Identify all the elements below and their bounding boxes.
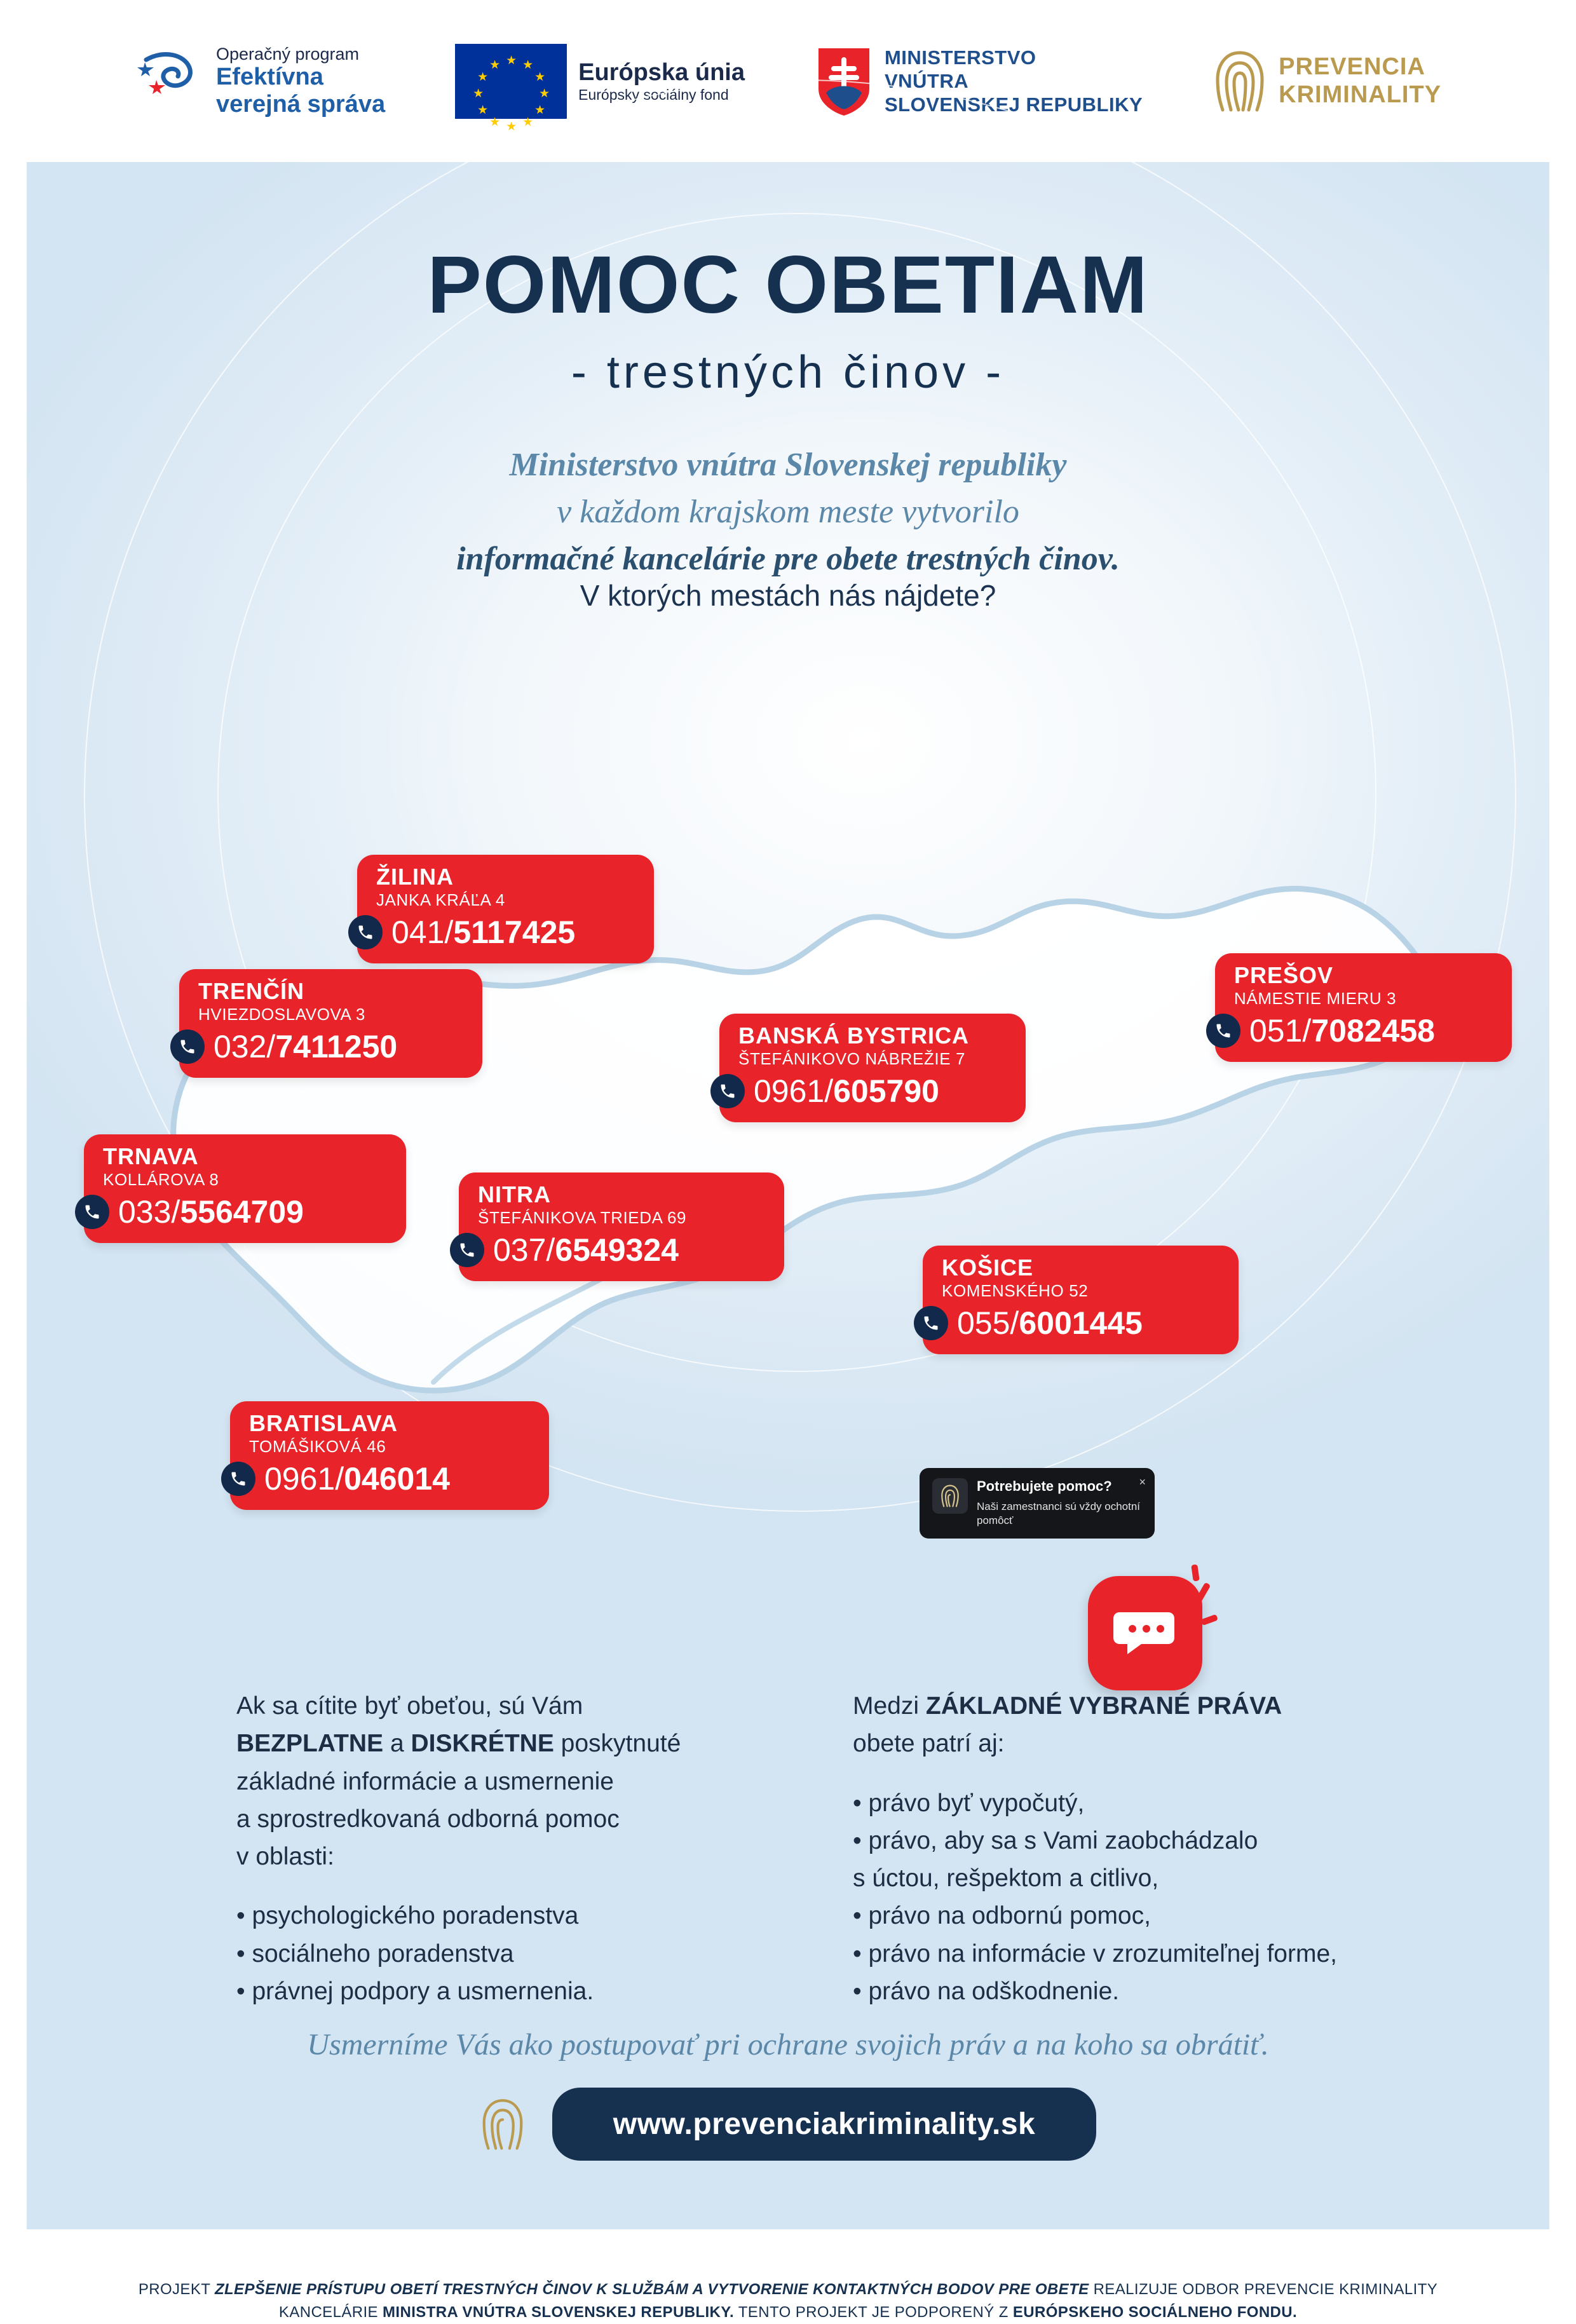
lead-line3: informačné kancelárie pre obete trestných činov. xyxy=(456,540,1120,577)
left-p1-line1: Ak sa cítite byť obeťou, sú Vám xyxy=(236,1692,583,1720)
office-callout-zilina[interactable] xyxy=(357,855,654,963)
office-phone-row[interactable] xyxy=(376,914,634,951)
op-line3: verejná správa xyxy=(215,90,386,118)
office-street: TOMÁŠIKOVÁ 46 xyxy=(249,1436,386,1456)
office-phone: 0961/046014 xyxy=(264,1461,450,1497)
office-city: BRATISLAVA xyxy=(249,1410,398,1436)
chat-help-popup[interactable] xyxy=(920,1468,1155,1539)
op-star-icon xyxy=(135,46,205,116)
phone-icon xyxy=(221,1462,255,1496)
question-text: V ktorých mestách nás nájdete? xyxy=(580,579,996,612)
prevention-line1: PREVENCIA xyxy=(1279,53,1425,81)
phone-icon xyxy=(1206,1014,1240,1048)
office-street: ŠTEFÁNIKOVA TRIEDA 69 xyxy=(478,1207,687,1227)
chat-launcher-button[interactable] xyxy=(1088,1576,1202,1690)
close-icon[interactable]: × xyxy=(1139,1476,1146,1488)
office-phone: 033/5564709 xyxy=(118,1194,304,1230)
website-button[interactable]: www.prevenciakriminality.sk xyxy=(552,2088,1096,2161)
left-bullet-1: • psychologického poradenstva xyxy=(236,1902,579,1930)
left-bullet-2: • sociálneho poradenstva xyxy=(236,1940,514,1967)
right-bullet-1: • právo byť vypočutý, xyxy=(853,1789,1085,1817)
left-p1-line5: v oblasti: xyxy=(236,1843,334,1871)
office-callout-bratislava[interactable] xyxy=(230,1401,549,1510)
office-callout-trencin[interactable] xyxy=(179,969,482,1078)
footer-disclaimer xyxy=(27,2278,1549,2324)
poster-body xyxy=(27,162,1549,2321)
eu-line1: Európska únia xyxy=(578,58,745,86)
office-callout-presov[interactable] xyxy=(1215,953,1512,1062)
office-street: NÁMESTIE MIERU 3 xyxy=(1234,988,1397,1008)
office-city: NITRA xyxy=(478,1181,551,1207)
office-city: TRNAVA xyxy=(103,1143,199,1169)
office-callout-banska-bystrica[interactable] xyxy=(719,1014,1026,1122)
lead-paragraph xyxy=(27,442,1549,582)
office-city: PREŠOV xyxy=(1234,962,1334,988)
ministry-line3: SLOVENSKEJ REPUBLIKY xyxy=(884,93,1143,116)
phone-icon xyxy=(348,915,383,949)
lead-line2: v každom krajskom meste vytvorilo xyxy=(557,493,1019,530)
prevention-line2: KRIMINALITY xyxy=(1279,81,1442,108)
eu-line2: Európsky sociálny fond xyxy=(578,86,729,103)
right-bullet-4: • právo na informácie v zrozumiteľnej forme, xyxy=(853,1940,1337,1967)
office-callout-nitra[interactable] xyxy=(459,1172,784,1281)
left-bullet-3: • právnej podpory a usmernenia. xyxy=(236,1977,594,2005)
right-text-column xyxy=(853,1687,1488,2010)
right-bullet-2-cont: s úctou, rešpektom a citlivo, xyxy=(853,1865,1159,1892)
left-p1-line4: a sprostredkovaná odborná pomoc xyxy=(236,1805,620,1833)
office-phone: 051/7082458 xyxy=(1249,1013,1435,1049)
left-text-column xyxy=(236,1687,808,2010)
ministry-line2: VNÚTRA xyxy=(884,69,969,92)
left-p1-line3: základné informácie a usmernenie xyxy=(236,1767,614,1795)
page-title: POMOC OBETIAM xyxy=(427,240,1149,330)
office-street: JANKA KRÁĽA 4 xyxy=(376,890,505,909)
office-city: ŽILINA xyxy=(376,864,454,890)
spacer xyxy=(236,1875,808,1897)
office-phone: 041/5117425 xyxy=(391,914,576,951)
right-bullet-5: • právo na odškodnenie. xyxy=(853,1977,1120,2005)
closing-statement: Usmerníme Vás ako postupovať pri ochrane svojich práv a na koho sa obrátiť. xyxy=(307,2028,1269,2062)
office-street: ŠTEFÁNIKOVO NÁBREŽIE 7 xyxy=(738,1049,966,1068)
right-p1-line2: obete patrí aj: xyxy=(853,1730,1005,1758)
phone-icon xyxy=(450,1233,484,1267)
phone-icon xyxy=(914,1306,948,1340)
chat-title: Potrebujete pomoc? xyxy=(977,1478,1112,1494)
page-subtitle: - trestných činov - xyxy=(571,347,1005,398)
op-line1: Operačný program xyxy=(215,44,360,64)
cta-row xyxy=(27,2088,1549,2161)
office-city: KOŠICE xyxy=(942,1254,1034,1281)
office-phone-row[interactable] xyxy=(942,1305,1218,1342)
phone-icon xyxy=(75,1195,109,1229)
right-bullet-2: • právo, aby sa s Vami zaobchádzalo xyxy=(853,1826,1258,1854)
office-city: TRENČÍN xyxy=(198,978,304,1004)
eu-flag-icon: ★ ★ ★ ★ ★ ★ ★ ★ ★ ★ ★ ★ xyxy=(455,44,567,119)
chat-bubble-icon xyxy=(1111,1607,1179,1659)
lead-line1: Ministerstvo vnútra Slovenskej republiky xyxy=(509,447,1067,483)
logo-prevencia-kriminality xyxy=(1213,46,1441,116)
spacer xyxy=(853,1763,1488,1784)
office-phone: 055/6001445 xyxy=(957,1305,1143,1342)
footer-line-2: KANCELÁRIE MINISTRA VNÚTRA SLOVENSKEJ REPUBLIKY. TENTO PROJEKT JE PODPORENÝ Z EURÓPSKEHO SOCIÁLNEHO FONDU. xyxy=(278,2304,1298,2321)
footer-line-1: PROJEKT ZLEPŠENIE PRÍSTUPU OBETÍ TRESTNÝCH ČINOV K SLUŽBÁM A VYTVORENIE KONTAKTNÝCH BODOV PRE OBETE REALIZUJE ODBOR PREVENCIE KRIMINALITY xyxy=(138,2281,1438,2298)
office-phone: 0961/605790 xyxy=(754,1073,939,1110)
office-phone-row[interactable] xyxy=(738,1073,1005,1110)
office-phone-row[interactable] xyxy=(249,1460,529,1497)
right-bullet-3: • právo na odbornú pomoc, xyxy=(853,1902,1151,1930)
fingerprint-icon xyxy=(932,1478,968,1514)
office-street: KOMENSKÉHO 52 xyxy=(942,1281,1089,1300)
office-callout-trnava[interactable] xyxy=(84,1134,406,1243)
office-phone: 037/6549324 xyxy=(493,1232,679,1268)
left-p1-line2: BEZPLATNE a DISKRÉTNE poskytnuté xyxy=(236,1730,681,1758)
office-phone-row[interactable] xyxy=(198,1028,462,1065)
logo-operacny-program xyxy=(135,44,385,118)
office-city: BANSKÁ BYSTRICA xyxy=(738,1023,970,1049)
office-phone-row[interactable] xyxy=(1234,1012,1491,1049)
chat-subtitle: Naši zamestnanci sú vždy ochotní pomôcť xyxy=(977,1500,1141,1526)
office-street: KOLLÁROVA 8 xyxy=(103,1169,219,1189)
prevention-wordmark xyxy=(1279,53,1441,109)
fingerprint-icon xyxy=(480,2094,526,2155)
office-callout-kosice[interactable] xyxy=(923,1246,1239,1354)
chat-text-block xyxy=(977,1478,1142,1527)
op-wordmark xyxy=(216,44,385,118)
office-street: HVIEZDOSLAVOVA 3 xyxy=(198,1004,365,1024)
office-phone-row[interactable] xyxy=(103,1193,386,1230)
right-p1-line1: Medzi ZÁKLADNÉ VYBRANÉ PRÁVA xyxy=(853,1692,1282,1720)
fingerprint-icon xyxy=(1213,46,1267,116)
op-line2: Efektívna xyxy=(215,64,323,91)
phone-icon xyxy=(170,1029,205,1064)
ministry-line1: MINISTERSTVO xyxy=(884,46,1036,69)
office-phone: 032/7411250 xyxy=(214,1029,398,1065)
office-phone-row[interactable] xyxy=(478,1232,764,1268)
phone-icon xyxy=(710,1074,745,1108)
